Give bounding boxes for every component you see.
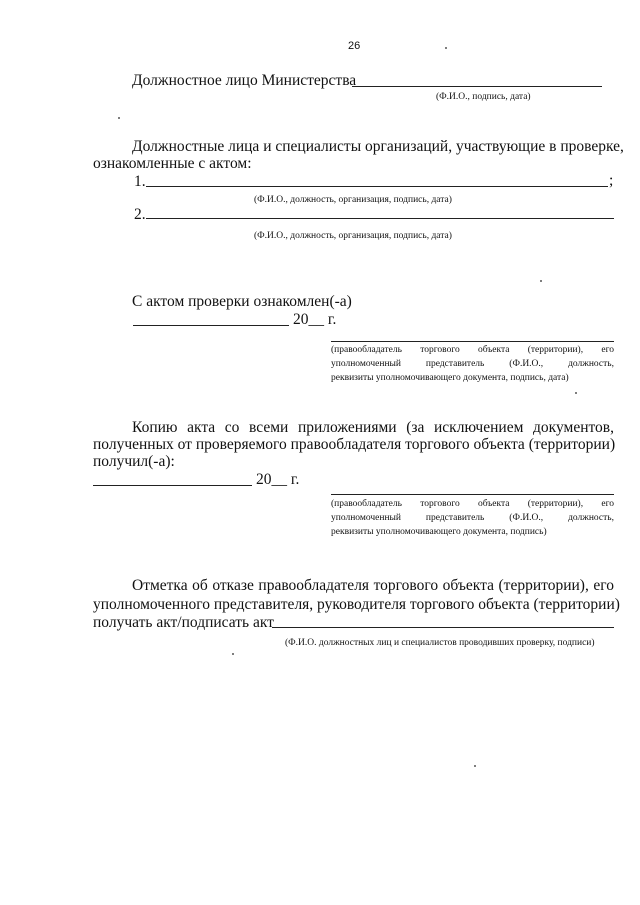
copy-received-hint-line1: (правообладатель торгового объекта (территории), его xyxy=(331,499,614,509)
copy-received-line3: получил(-а): xyxy=(93,453,175,470)
page-number: 26 xyxy=(348,40,361,52)
official-item-number-2: 2. xyxy=(134,206,146,223)
copy-received-signature-line[interactable] xyxy=(331,494,614,495)
organization-officials-intro-line2: ознакомленные с актом: xyxy=(93,155,252,172)
official-item-signature-line-2[interactable] xyxy=(146,218,614,219)
organization-officials-intro-line1: Должностные лица и специалисты организаций, участвующие в проверке, xyxy=(132,138,624,155)
refusal-line2: уполномоченного представителя, руководителя торгового объекта (территории) xyxy=(93,596,620,613)
acquainted-hint-line3: реквизиты уполномочивающего документа, подпись, дата) xyxy=(331,373,569,383)
scan-speck xyxy=(575,392,577,394)
copy-received-line1: Копию акта со всеми приложениями (за исключением документов, xyxy=(132,419,614,436)
refusal-signature-line[interactable] xyxy=(272,627,614,628)
copy-received-date-line[interactable] xyxy=(93,485,252,486)
refusal-line3: получать акт/подписать акт xyxy=(93,614,274,631)
ministry-official-hint: (Ф.И.О., подпись, дата) xyxy=(436,92,531,102)
acquainted-signature-line[interactable] xyxy=(331,341,614,342)
official-item-end-1: ; xyxy=(609,172,614,189)
acquainted-hint-line1: (правообладатель торгового объекта (территории), его xyxy=(331,345,614,355)
acquainted-hint-line2: уполномоченный представитель (Ф.И.О., должность, xyxy=(331,359,614,369)
scan-speck xyxy=(474,765,476,767)
official-item-hint-1: (Ф.И.О., должность, организация, подпись, дата) xyxy=(254,195,452,205)
ministry-official-label: Должностное лицо Министерства xyxy=(132,72,357,89)
refusal-hint: (Ф.И.О. должностных лиц и специалистов проводивших проверку, подписи) xyxy=(285,638,595,648)
acquainted-label: С актом проверки ознакомлен(-а) xyxy=(132,293,352,310)
copy-received-date-year: 20__ г. xyxy=(256,471,300,488)
official-item-signature-line-1[interactable] xyxy=(146,186,608,187)
scan-speck xyxy=(540,280,542,282)
scan-speck xyxy=(445,47,447,49)
refusal-line1: Отметка об отказе правообладателя торгового объекта (территории), его xyxy=(132,577,614,594)
official-item-hint-2: (Ф.И.О., должность, организация, подпись, дата) xyxy=(254,231,452,241)
acquainted-date-year: 20__ г. xyxy=(293,311,337,328)
scan-speck xyxy=(118,117,120,119)
scan-speck xyxy=(232,653,234,655)
copy-received-hint-line2: уполномоченный представитель (Ф.И.О., должность, xyxy=(331,513,614,523)
official-item-number-1: 1. xyxy=(134,173,146,190)
acquainted-date-line[interactable] xyxy=(133,325,289,326)
copy-received-line2: полученных от проверяемого правообладателя торгового объекта (территории) xyxy=(93,436,616,453)
copy-received-hint-line3: реквизиты уполномочивающего документа, подпись) xyxy=(331,527,547,537)
ministry-official-signature-line[interactable] xyxy=(352,86,602,87)
